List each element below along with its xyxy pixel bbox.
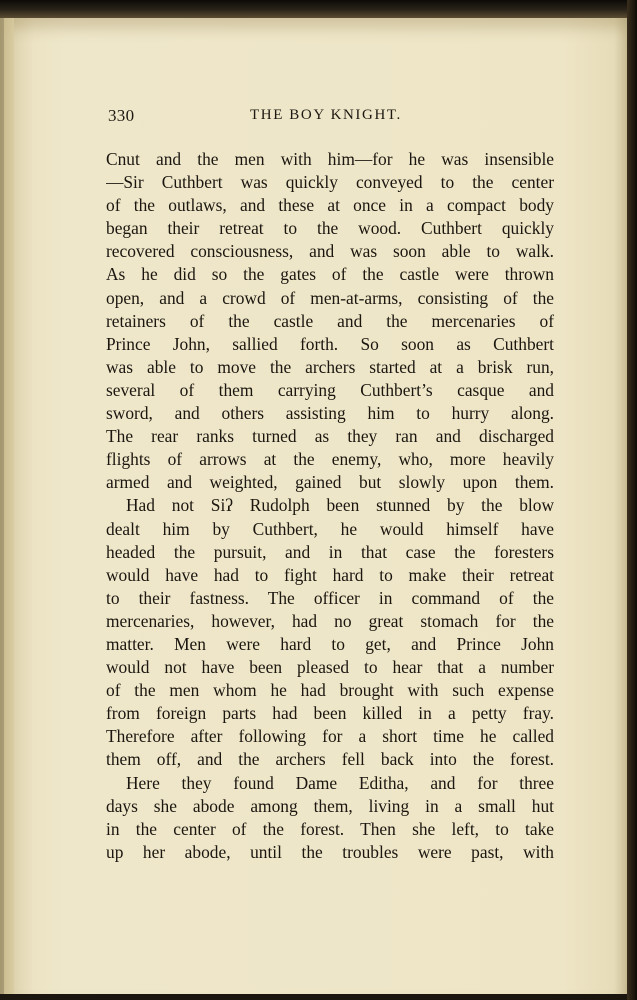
text-line: began their retreat to the wood. Cuthbert quickly xyxy=(106,218,554,239)
text-line: sword, and others assisting him to hurry along. xyxy=(106,403,554,424)
text-line: of the outlaws, and these at once in a compact body xyxy=(106,195,554,216)
text-line: As he did so the gates of the castle were thrown xyxy=(106,264,554,285)
text-line: Therefore after following for a short time he called xyxy=(106,726,554,747)
text-line: retainers of the castle and the mercenaries of xyxy=(106,310,554,331)
text-line: in the center of the forest. Then she left, to take xyxy=(106,818,554,839)
text-line: them off, and the archers fell back into the forest. xyxy=(106,749,554,770)
scan-top-edge xyxy=(0,0,637,18)
text-line: would have had to fight hard to make their retreat xyxy=(106,564,554,585)
text-line: of the men whom he had brought with such expense xyxy=(106,680,554,701)
text-line: dealt him by Cuthbert, he would himself have xyxy=(106,518,554,539)
text-line: up her abode, until the troubles were past, with xyxy=(106,841,554,862)
text-line: days she abode among them, living in a small hut xyxy=(106,795,554,816)
text-line: several of them carrying Cuthbert’s casque and xyxy=(106,379,554,400)
text-line: from foreign parts had been killed in a petty fray. xyxy=(106,703,554,724)
text-line: headed the pursuit, and in that case the foresters xyxy=(106,541,554,562)
text-line: would not have been pleased to hear that a number xyxy=(106,657,554,678)
page-number: 330 xyxy=(108,106,135,125)
text-line: The rear ranks turned as they ran and discharged xyxy=(106,426,554,447)
text-line: mercenaries, however, had no great stomach for the xyxy=(106,610,554,631)
text-line: matter. Men were hard to get, and Prince John xyxy=(106,633,554,654)
text-line: armed and weighted, gained but slowly upon them. xyxy=(106,472,554,493)
page-header xyxy=(108,106,552,130)
text-line: recovered consciousness, and was soon able to walk. xyxy=(106,241,554,262)
text-line: Prince John, sallied forth. So soon as Cuthbert xyxy=(106,333,554,354)
text-line: to their fastness. The officer in command of the xyxy=(106,587,554,608)
text-line: was able to move the archers started at a brisk run, xyxy=(106,356,554,377)
text-line: —Sir Cuthbert was quickly conveyed to the center xyxy=(106,172,554,193)
text-line: Here they found Dame Editha, and for three xyxy=(126,772,554,793)
text-line: Had not Siʔ Rudolph been stunned by the blow xyxy=(126,495,554,516)
text-line: Cnut and the men with him—for he was insensible xyxy=(106,149,554,169)
scan-right-edge xyxy=(627,0,637,1000)
body-text xyxy=(106,148,554,864)
text-line: open, and a crowd of men-at-arms, consisting of the xyxy=(106,287,554,308)
binding-edge xyxy=(0,18,14,994)
running-head: THE BOY KNIGHT. xyxy=(250,107,402,123)
text-line: flights of arrows at the enemy, who, more heavily xyxy=(106,449,554,470)
